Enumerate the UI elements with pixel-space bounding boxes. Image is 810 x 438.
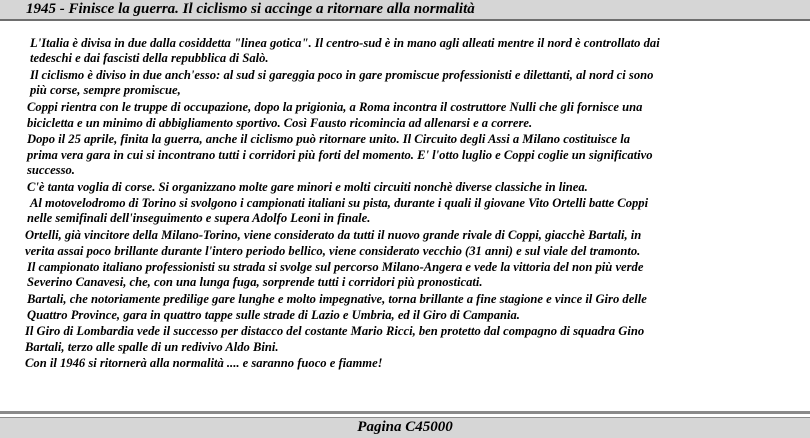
text-line: Al motovelodromo di Torino si svolgono i campionati italiani su pista, durante i quali il giovane Vito Ortelli batte Coppi — [30, 196, 649, 210]
text-line: successo. — [27, 163, 75, 177]
text-line: più corse, sempre promiscue, — [30, 83, 181, 97]
text-line: prima vera gara in cui si incontrano tutti i corridori più forti del momento. E' l'otto luglio e Coppi coglie un significativo — [27, 148, 653, 162]
text-line: Il ciclismo è diviso in due anch'esso: al sud si gareggia poco in gare promiscue professionisti e dilettanti, al nord ci sono — [30, 68, 654, 82]
page-title: 1945 - Finisce la guerra. Il ciclismo si accinge a ritornare alla normalità — [26, 1, 475, 17]
text-line: nelle semifinali dell'inseguimento e supera Adolfo Leoni in finale. — [27, 211, 371, 225]
text-line: bicicletta e un minimo di abbigliamento sportivo. Così Fausto ricomincia ad allenarsi e a correre. — [27, 116, 533, 130]
text-line: Con il 1946 si ritornerà alla normalità .... e saranno fuoco e fiamme! — [25, 356, 383, 370]
text-line: Il Giro di Lombardia vede il successo per distacco del costante Mario Ricci, ben protetto dal compagno di squadra Gino — [25, 324, 645, 338]
text-line: verita assai poco brillante durante l'intero periodo bellico, viene considerato vecchio (31 anni) e sul viale del tramonto. — [25, 244, 641, 258]
text-line: L'Italia è divisa in due dalla cosiddetta "linea gotica". Il centro-sud è in mano agli alleati mentre il nord è controllato dai — [30, 36, 660, 50]
text-line: C'è tanta voglia di corse. Si organizzano molte gare minori e molti circuiti nonchè diverse classiche in linea. — [27, 180, 588, 194]
text-line: Il campionato italiano professionisti su strada si svolge sul percorso Milano-Angera e vede la vittoria del non più verde — [27, 260, 644, 274]
text-line: tedeschi e dai fascisti della repubblica di Salò. — [30, 51, 269, 65]
text-line: Severino Canavesi, che, con una lunga fuga, sorprende tutti i corridori più pronosticati. — [27, 275, 483, 289]
page-number-label: Pagina C45000 — [357, 419, 453, 435]
text-line: Ortelli, già vincitore della Milano-Torino, viene considerato da tutti il nuovo grande rivale di Coppi, giacchè Bartali, in — [25, 228, 642, 242]
page-header — [0, 0, 810, 21]
text-line: Bartali, terzo alle spalle di un redivivo Aldo Bini. — [25, 340, 279, 354]
text-line: Quattro Province, gara in quattro tappe sulle strade di Lazio e Umbria, ed il Giro di Campania. — [27, 308, 520, 322]
text-line: Coppi rientra con le truppe di occupazione, dopo la prigionia, a Roma incontra il costruttore Nulli che gli fornisce una — [27, 100, 643, 114]
footer-divider — [0, 411, 810, 414]
text-line: Bartali, che notoriamente predilige gare lunghe e molto impegnative, torna brillante a fine stagione e vince il Giro delle — [27, 292, 647, 306]
text-line: Dopo il 25 aprile, finita la guerra, anche il ciclismo può ritornare unito. Il Circuito degli Assi a Milano costituisce la — [27, 132, 631, 146]
page-footer — [0, 417, 810, 438]
